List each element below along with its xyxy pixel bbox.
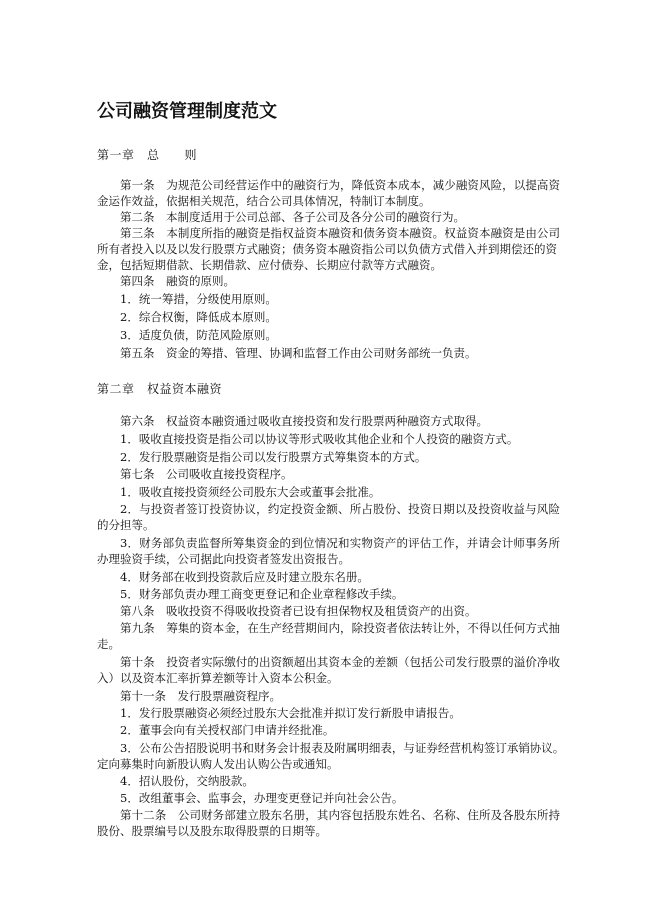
chapter-1-heading: 第一章 总 则	[97, 148, 198, 162]
article-3-line-2: 所有者投入以及以发行股票方式融资；债务资本融资指公司以负债方式借入并到期偿还的资	[97, 242, 557, 256]
article-12-line-1: 第十二条 公司财务部建立股东名册，其内容包括股东姓名、名称、住所及各股东所持	[120, 808, 560, 822]
principle-2: 2．综合权衡，降低成本原则。	[120, 310, 277, 324]
article-11-item-1: 1．发行股票融资必须经过股东大会批准并拟订发行新股申请报告。	[120, 706, 461, 720]
article-7-item-4: 4．财务部在收到投资款后应及时建立股东名册。	[120, 570, 369, 584]
article-3-line-3: 金，包括短期借款、长期借款、应付债券、长期应付款等方式融资。	[97, 258, 442, 272]
article-11-item-5: 5．改组董事会、监事会，办理变更登记并向社会公告。	[120, 791, 404, 805]
article-10-line-2: 入）以及资本汇率折算差额等计入资本公积金。	[97, 671, 339, 685]
article-11-item-4: 4．招认股份，交纳股款。	[120, 774, 254, 788]
article-10-line-1: 第十条 投资者实际缴付的出资额超出其资本金的差额（包括公司发行股票的溢价净收	[120, 655, 560, 669]
article-11: 第十一条 发行股票融资程序。	[120, 689, 281, 703]
article-8: 第八条 吸收投资不得吸收投资者已设有担保物权及租赁资产的出资。	[120, 604, 477, 618]
article-7: 第七条 公司吸收直接投资程序。	[120, 467, 293, 481]
article-12-line-2: 股份、股票编号以及股东取得股票的日期等。	[97, 824, 327, 838]
article-11-item-3-line-2: 定向募集时向新股认购人发出认购公告或通知。	[97, 757, 339, 771]
article-4: 第四条 融资的原则。	[120, 274, 235, 288]
article-7-item-3-line-2: 办理验资手续，公司据此向投资者签发出资报告。	[97, 552, 350, 566]
article-9-line-1: 第九条 筹集的资本金，在生产经营期间内，除投资者依法转让外，不得以任何方式抽	[120, 621, 560, 635]
principle-3: 3．适度负债，防范风险原则。	[120, 328, 277, 342]
chapter-2-heading: 第二章 权益资本融资	[97, 382, 223, 396]
article-7-item-5: 5．财务部负责办理工商变更登记和企业章程修改手续。	[120, 587, 404, 601]
document-title: 公司融资管理制度范文	[97, 101, 277, 122]
article-11-item-2: 2．董事会向有关授权部门申请并经批准。	[120, 723, 335, 737]
article-1-line-2: 金运作效益，依据相关规范，结合公司具体情况，特制订本制度。	[97, 194, 431, 208]
article-7-item-1: 1．吸收直接投资须经公司股东大会或董事会批准。	[120, 485, 381, 499]
article-1-line-1: 第一条 为规范公司经营运作中的融资行为，降低资本成本，减少融资风险，以提高资	[120, 178, 560, 192]
article-6: 第六条 权益资本融资通过吸收直接投资和发行股票两种融资方式取得。	[120, 414, 488, 428]
article-5: 第五条 资金的筹措、管理、协调和监督工作由公司财务部统一负责。	[120, 346, 477, 360]
article-7-item-3-line-1: 3．财务部负责监督所筹集资金的到位情况和实物资产的评估工作，并请会计师事务所	[120, 536, 560, 550]
article-9-line-2: 走。	[97, 637, 120, 651]
article-2: 第二条 本制度适用于公司总部、各子公司及各分公司的融资行为。	[120, 210, 465, 224]
article-7-item-2-line-1: 2．与投资者签订投资协议，约定投资金额、所占股份、投资日期以及投资收益与风险	[120, 502, 560, 516]
article-11-item-3-line-1: 3．公布公告招股说明书和财务会计报表及附属明细表，与证券经营机构签订承销协议。	[120, 741, 565, 755]
article-3-line-1: 第三条 本制度所指的融资是指权益资本融资和债务资本融资。权益资本融资是由公司	[120, 226, 560, 240]
article-7-item-2-line-2: 的分担等。	[97, 518, 155, 532]
principle-1: 1．统一筹措，分级使用原则。	[120, 292, 277, 306]
article-6-item-2: 2．发行股票融资是指公司以发行股票方式筹集资本的方式。	[120, 450, 427, 464]
article-6-item-1: 1．吸收直接投资是指公司以协议等形式吸收其他企业和个人投资的融资方式。	[120, 432, 519, 446]
